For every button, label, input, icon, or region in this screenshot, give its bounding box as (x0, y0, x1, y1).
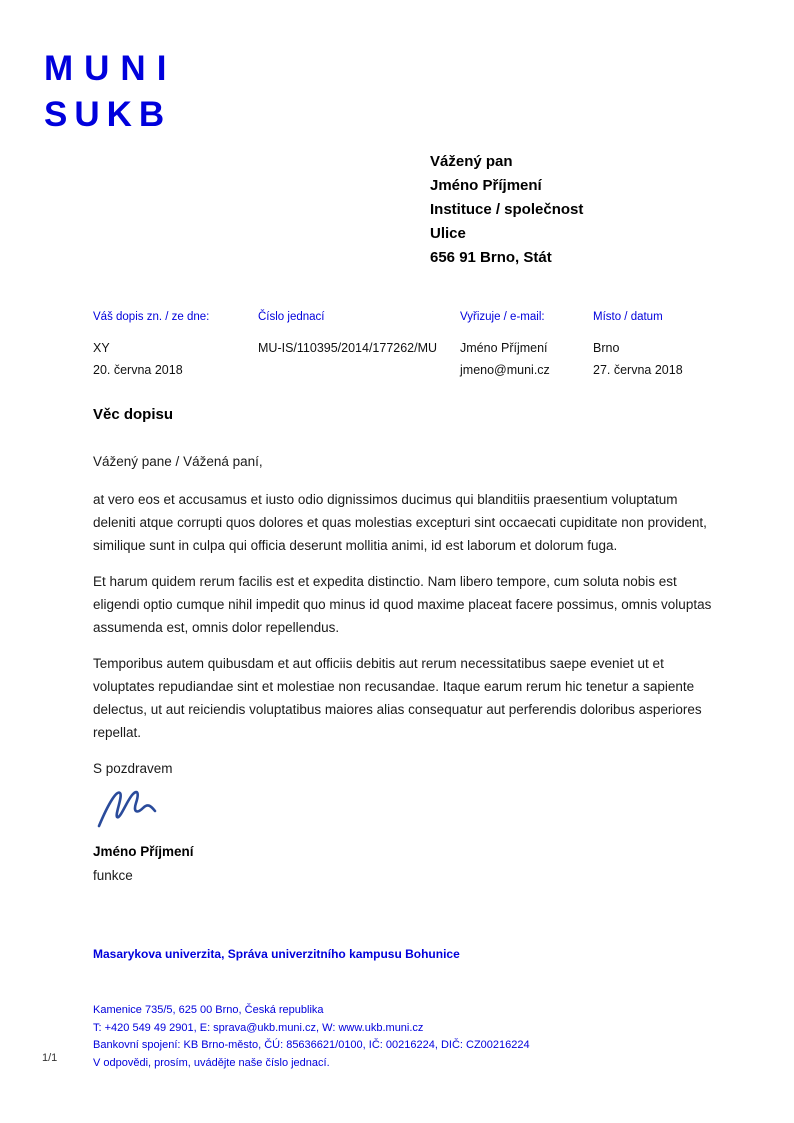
body-paragraph-1: at vero eos et accusamus et iusto odio dignissimos ducimus qui blanditiis praesentium voluptatum deleniti atque corrupti quos dolores et quas molestias excepturi sint occaecati cupiditate non provident, similique sunt in culpa qui officia deserunt mollitia animi, id est laborum et dolorum fuga. (93, 492, 707, 553)
meta-ref-number-label: Číslo jednací (258, 311, 325, 323)
recipient-city-line: 656 91 Brno, Stát (430, 249, 552, 266)
recipient-name-line: Jméno Příjmení (430, 177, 542, 194)
footer-bank-details: Bankovní spojení: KB Brno-město, ČÚ: 85636621/0100, IČ: 00216224, DIČ: CZ00216224 (93, 1039, 530, 1051)
meta-your-ref-value: XY (93, 341, 110, 355)
meta-handled-by-column (460, 306, 550, 381)
meta-place-value: Brno (593, 341, 620, 355)
subject-line: Věc dopisu (93, 406, 174, 423)
meta-place-date-label: Místo / datum (593, 311, 663, 323)
meta-your-ref-date: 20. června 2018 (93, 363, 183, 377)
recipient-salutation-line: Vážený pan (430, 153, 513, 170)
logo-muni-text: MUNI (44, 49, 178, 88)
footer-reply-note: V odpovědi, prosím, uvádějte naše číslo jednací. (93, 1056, 330, 1069)
meta-date-value: 27. června 2018 (593, 363, 683, 377)
meta-your-ref-label: Váš dopis zn. / ze dne: (93, 311, 210, 323)
footer-contacts: T: +420 549 49 2901, E: sprava@ukb.muni.cz, W: www.ukb.muni.cz (93, 1021, 424, 1034)
closing-line: S pozdravem (93, 761, 173, 776)
letter-footer (93, 947, 530, 1072)
logo-sukb-text: SUKB (44, 95, 172, 134)
meta-handled-by-label: Vyřizuje / e-mail: (460, 311, 545, 323)
meta-handled-by-email: jmeno@muni.cz (460, 363, 550, 377)
meta-ref-number-column (258, 306, 437, 381)
body-paragraph-3: Temporibus autem quibusdam et aut officiis debitis aut rerum necessitatibus saepe eveniet ut et voluptates repudiandae sint et molestiae non recusandae. Itaque earum rerum hic tenetur a sapiente delectus, ut aut reiciendis voluptatibus maiores alias consequatur aut perferendis doloribus asperiores repellat. (93, 656, 702, 740)
signature-block (93, 784, 717, 836)
muni-sukb-logo (44, 46, 177, 138)
footer-organization: Masarykova univerzita, Správa univerzitního kampusu Bohunice (93, 947, 460, 961)
meta-ref-number-value: MU-IS/110395/2014/177262/MU (258, 341, 438, 355)
meta-ref-number-empty (258, 359, 437, 381)
recipient-institution-line: Instituce / společnost (430, 201, 584, 218)
meta-your-ref-column (93, 306, 209, 381)
footer-address: Kamenice 735/5, 625 00 Brno, Česká republika (93, 1004, 324, 1016)
letter-body (93, 450, 717, 887)
sender-name: Jméno Příjmení (93, 844, 194, 859)
meta-place-date-column (593, 306, 683, 381)
sender-title: funkce (93, 868, 133, 883)
meta-handled-by-name: Jméno Příjmení (460, 341, 548, 355)
salutation-line: Vážený pane / Vážená paní, (93, 454, 263, 469)
recipient-address-block (430, 150, 583, 270)
recipient-street-line: Ulice (430, 225, 466, 242)
page-number: 1/1 (42, 1052, 58, 1064)
body-paragraph-2: Et harum quidem rerum facilis est et expedita distinctio. Nam libero tempore, cum soluta nobis est eligendi optio cumque nihil impedit quo minus id quod maxime placeat facere possimus, omnis voluptas assumenda est, omnis dolor repellendus. (93, 574, 712, 635)
handwritten-signature-icon (93, 784, 183, 834)
